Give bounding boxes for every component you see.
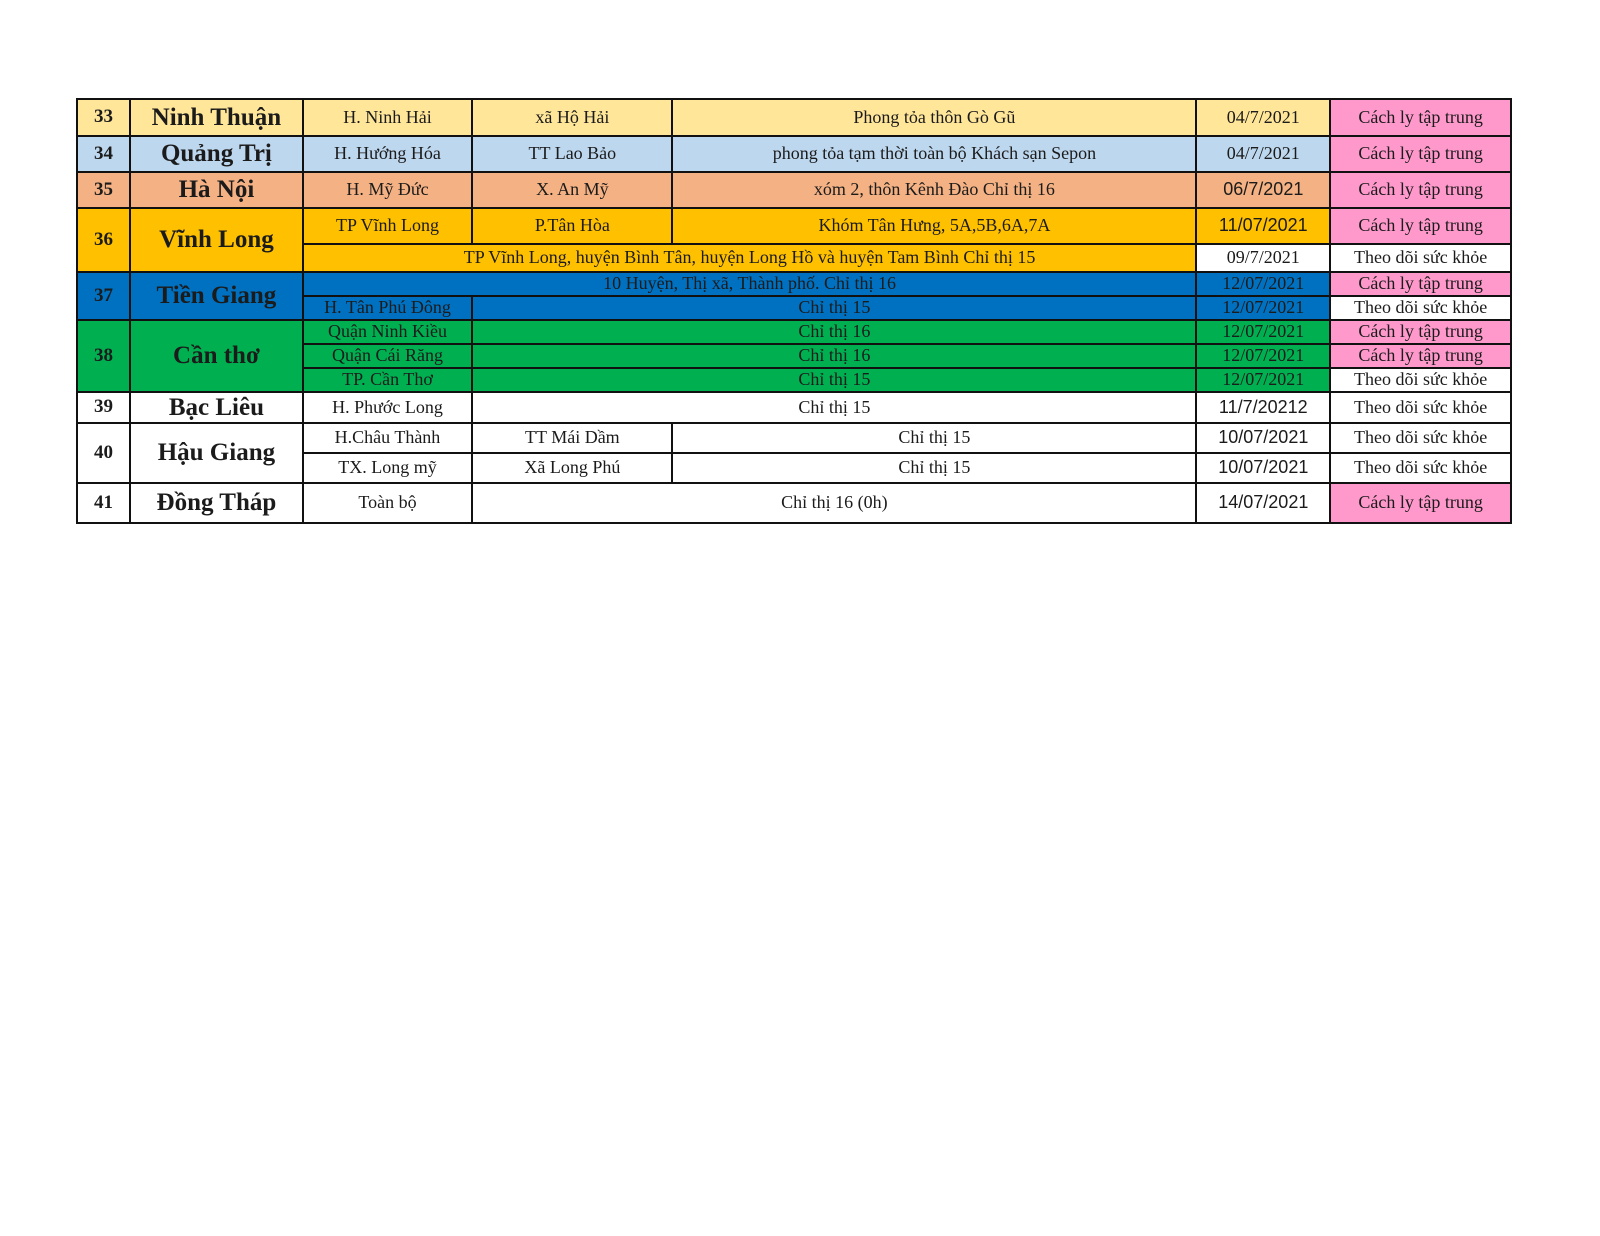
table-row: [77, 423, 1511, 453]
row-number: 34: [77, 136, 130, 172]
status-cell: Cách ly tập trung: [1330, 272, 1511, 296]
district-cell: H. Mỹ Đức: [303, 172, 473, 208]
measure-cell: phong tỏa tạm thời toàn bộ Khách sạn Sepon: [672, 136, 1196, 172]
date-cell: 09/7/2021: [1196, 244, 1330, 272]
row-number: 41: [77, 483, 130, 523]
province-name: Hậu Giang: [130, 423, 303, 483]
date-cell: 11/07/2021: [1196, 208, 1330, 244]
measure-cell: Chỉ thị 16: [472, 320, 1196, 344]
district-cell: H. Hướng Hóa: [303, 136, 473, 172]
status-cell: Cách ly tập trung: [1330, 344, 1511, 368]
province-name: Quảng Trị: [130, 136, 303, 172]
measure-cell: xóm 2, thôn Kênh Đào Chỉ thị 16: [672, 172, 1196, 208]
province-name: Vĩnh Long: [130, 208, 303, 272]
district-cell: H.Châu Thành: [303, 423, 473, 453]
commune-cell: X. An Mỹ: [472, 172, 672, 208]
commune-cell: xã Hộ Hải: [472, 99, 672, 136]
measure-cell: Chỉ thị 15: [472, 368, 1196, 392]
date-cell: 12/07/2021: [1196, 272, 1330, 296]
status-cell: Cách ly tập trung: [1330, 136, 1511, 172]
table-row: [77, 136, 1511, 172]
measure-cell: TP Vĩnh Long, huyện Bình Tân, huyện Long Hồ và huyện Tam Bình Chỉ thị 15: [303, 244, 1197, 272]
status-cell: Cách ly tập trung: [1330, 320, 1511, 344]
date-cell: 10/07/2021: [1196, 423, 1330, 453]
commune-cell: TT Mái Dầm: [472, 423, 672, 453]
date-cell: 12/07/2021: [1196, 296, 1330, 320]
status-cell: Theo dõi sức khỏe: [1330, 296, 1511, 320]
table-row: [77, 320, 1511, 344]
commune-cell: P.Tân Hòa: [472, 208, 672, 244]
date-cell: 06/7/2021: [1196, 172, 1330, 208]
status-cell: Theo dõi sức khỏe: [1330, 392, 1511, 423]
table-row: [77, 483, 1511, 523]
date-cell: 04/7/2021: [1196, 99, 1330, 136]
measure-cell: Chỉ thị 15: [472, 296, 1196, 320]
status-cell: Theo dõi sức khỏe: [1330, 423, 1511, 453]
row-number: 40: [77, 423, 130, 483]
measure-cell: Chỉ thị 15: [672, 423, 1196, 453]
date-cell: 12/07/2021: [1196, 320, 1330, 344]
province-name: Tiền Giang: [130, 272, 303, 320]
measure-cell: Chỉ thị 15: [672, 453, 1196, 483]
province-measures-table: [76, 98, 1512, 524]
measure-cell: Chỉ thị 16: [472, 344, 1196, 368]
date-cell: 14/07/2021: [1196, 483, 1330, 523]
measure-cell: Khóm Tân Hưng, 5A,5B,6A,7A: [672, 208, 1196, 244]
district-cell: H. Tân Phú Đông: [303, 296, 473, 320]
row-number: 37: [77, 272, 130, 320]
commune-cell: TT Lao Bảo: [472, 136, 672, 172]
status-cell: Cách ly tập trung: [1330, 208, 1511, 244]
district-cell: Quận Ninh Kiều: [303, 320, 473, 344]
row-number: 39: [77, 392, 130, 423]
status-cell: Theo dõi sức khỏe: [1330, 453, 1511, 483]
status-cell: Theo dõi sức khỏe: [1330, 244, 1511, 272]
measure-cell: Phong tỏa thôn Gò Gũ: [672, 99, 1196, 136]
table-row: [77, 392, 1511, 423]
date-cell: 12/07/2021: [1196, 368, 1330, 392]
province-name: Cần thơ: [130, 320, 303, 392]
measure-cell: Chỉ thị 15: [472, 392, 1196, 423]
district-cell: TP. Cần Thơ: [303, 368, 473, 392]
date-cell: 04/7/2021: [1196, 136, 1330, 172]
status-cell: Cách ly tập trung: [1330, 99, 1511, 136]
commune-cell: Xã Long Phú: [472, 453, 672, 483]
district-cell: H. Phước Long: [303, 392, 473, 423]
district-cell: TP Vĩnh Long: [303, 208, 473, 244]
row-number: 36: [77, 208, 130, 272]
district-cell: Quận Cái Răng: [303, 344, 473, 368]
table-row: [77, 99, 1511, 136]
table-row: [77, 272, 1511, 296]
date-cell: 11/7/20212: [1196, 392, 1330, 423]
status-cell: Cách ly tập trung: [1330, 172, 1511, 208]
measure-cell: 10 Huyện, Thị xã, Thành phố. Chỉ thị 16: [303, 272, 1197, 296]
district-cell: TX. Long mỹ: [303, 453, 473, 483]
row-number: 38: [77, 320, 130, 392]
table-row: [77, 208, 1511, 244]
district-cell: Toàn bộ: [303, 483, 473, 523]
status-cell: Cách ly tập trung: [1330, 483, 1511, 523]
district-cell: H. Ninh Hải: [303, 99, 473, 136]
row-number: 35: [77, 172, 130, 208]
status-cell: Theo dõi sức khỏe: [1330, 368, 1511, 392]
table-row: [77, 172, 1511, 208]
province-name: Đồng Tháp: [130, 483, 303, 523]
province-name: Hà Nội: [130, 172, 303, 208]
row-number: 33: [77, 99, 130, 136]
province-name: Bạc Liêu: [130, 392, 303, 423]
measure-cell: Chỉ thị 16 (0h): [472, 483, 1196, 523]
province-name: Ninh Thuận: [130, 99, 303, 136]
date-cell: 10/07/2021: [1196, 453, 1330, 483]
date-cell: 12/07/2021: [1196, 344, 1330, 368]
